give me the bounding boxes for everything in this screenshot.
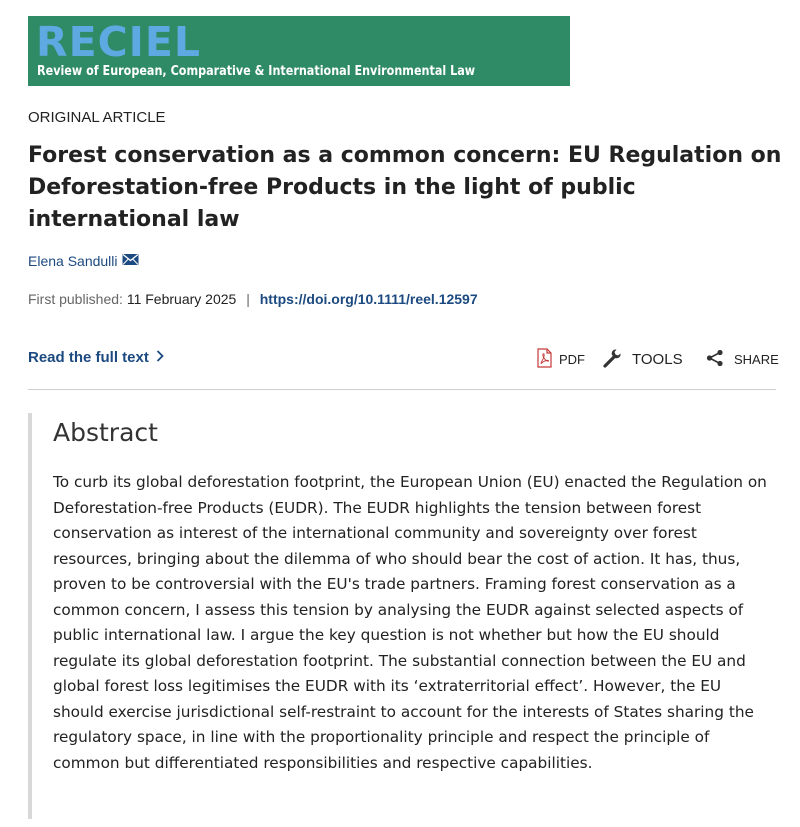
share-button[interactable]	[706, 348, 779, 370]
publication-info	[28, 290, 478, 308]
author-name-link[interactable]: Elena Sandulli	[28, 253, 118, 269]
share-label: SHARE	[734, 351, 779, 367]
journal-logo[interactable]	[28, 16, 570, 86]
abstract-accent-bar	[28, 413, 32, 819]
author-line	[28, 252, 139, 270]
article-type-label: ORIGINAL ARTICLE	[28, 109, 166, 126]
pdf-icon	[536, 348, 553, 371]
chevron-right-icon	[156, 349, 164, 367]
abstract-heading: Abstract	[53, 418, 158, 447]
tools-label: TOOLS	[632, 350, 683, 368]
tools-button[interactable]	[602, 348, 683, 370]
wrench-icon	[602, 347, 624, 372]
share-icon	[706, 349, 724, 370]
first-published-date: 11 February 2025	[126, 291, 237, 307]
section-divider	[28, 389, 776, 390]
read-full-text-link[interactable]	[28, 349, 164, 367]
read-full-text-label: Read the full text	[28, 349, 149, 366]
first-published-label: First published:	[28, 291, 123, 307]
envelope-icon[interactable]	[122, 252, 139, 270]
journal-logo-title: RECIEL	[36, 18, 202, 66]
publication-separator: |	[246, 291, 250, 307]
journal-logo-subtitle: Review of European, Comparative & International Environmental Law	[37, 64, 476, 79]
pdf-label: PDF	[559, 351, 585, 367]
abstract-body: To curb its global deforestation footprint, the European Union (EU) enacted the Regulation on Deforestation-free Products (EUDR). The EUDR highlights the tension between forest conservation as interest of the international community and sovereignty over forest resources, bringing about the dilemma of who should bear the cost of action. It has, thus, proven to be controversial with the EU's trade partners. Framing forest conservation as a common concern, I assess this tension by analysing the EUDR against selected aspects of public international law. I argue the key question is not whether but how the EU should regulate its global deforestation footprint. The substantial connection between the EU and global forest loss legitimises the EUDR with its ‘extraterritorial effect’. However, the EU should exercise jurisdictional self-restraint to account for the interests of States sharing the regulatory space, in line with the proportionality principle and respect the principle of common but differentiated responsibilities and respective capabilities.	[53, 473, 767, 772]
doi-link[interactable]: https://doi.org/10.1111/reel.12597	[259, 291, 478, 307]
article-title: Forest conservation as a common concern: EU Regulation on Deforestation-free Products in the light of public international law	[28, 143, 782, 232]
pdf-button[interactable]	[536, 348, 585, 370]
